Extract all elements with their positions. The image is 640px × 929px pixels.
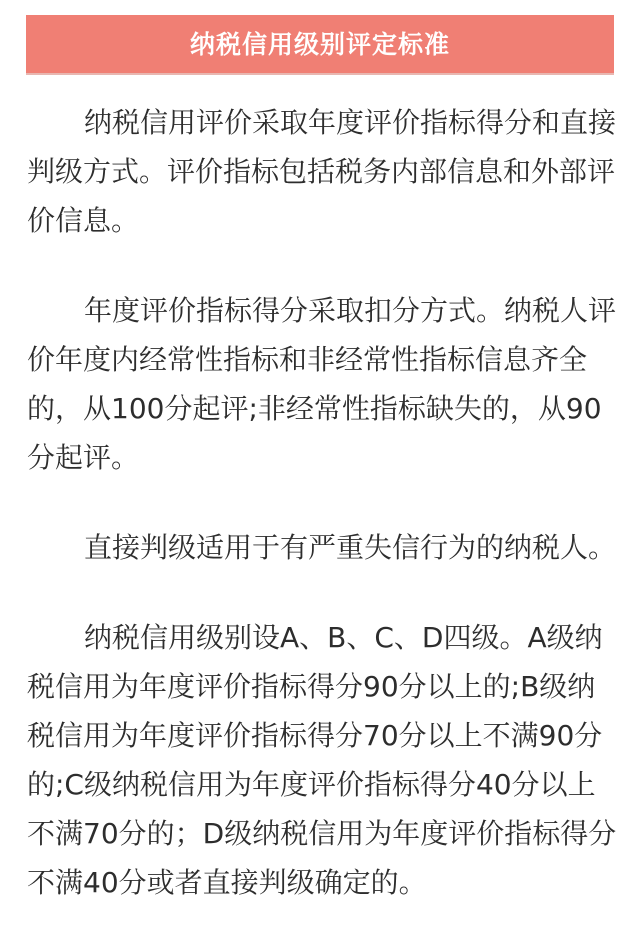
article-body: [27, 98, 617, 907]
paragraph-direct-grading: 直接判级适用于有严重失信行为的纳税人。: [84, 531, 617, 564]
paragraph-evaluation-method: 纳税信用评价采取年度评价指标得分和直接判级方式。评价指标包括税务内部信息和外部评价信息。: [27, 106, 617, 237]
paragraph-credit-levels: 纳税信用级别设A、B、C、D四级。A级纳税信用为年度评价指标得分90分以上的;B级纳税信用为年度评价指标得分70分以上不满90分的;C级纳税信用为年度评价指标得分40分以上不满70分的；D级纳税信用为年度评价指标得分不满40分或者直接判级确定的。: [27, 621, 617, 899]
paragraph-annual-score: 年度评价指标得分采取扣分方式。纳税人评价年度内经常性指标和非经常性指标信息齐全的，从100分起评;非经常性指标缺失的，从90分起评。: [27, 294, 617, 474]
section-header-banner: [26, 15, 614, 73]
section-title: 纳税信用级别评定标准: [189, 30, 450, 59]
